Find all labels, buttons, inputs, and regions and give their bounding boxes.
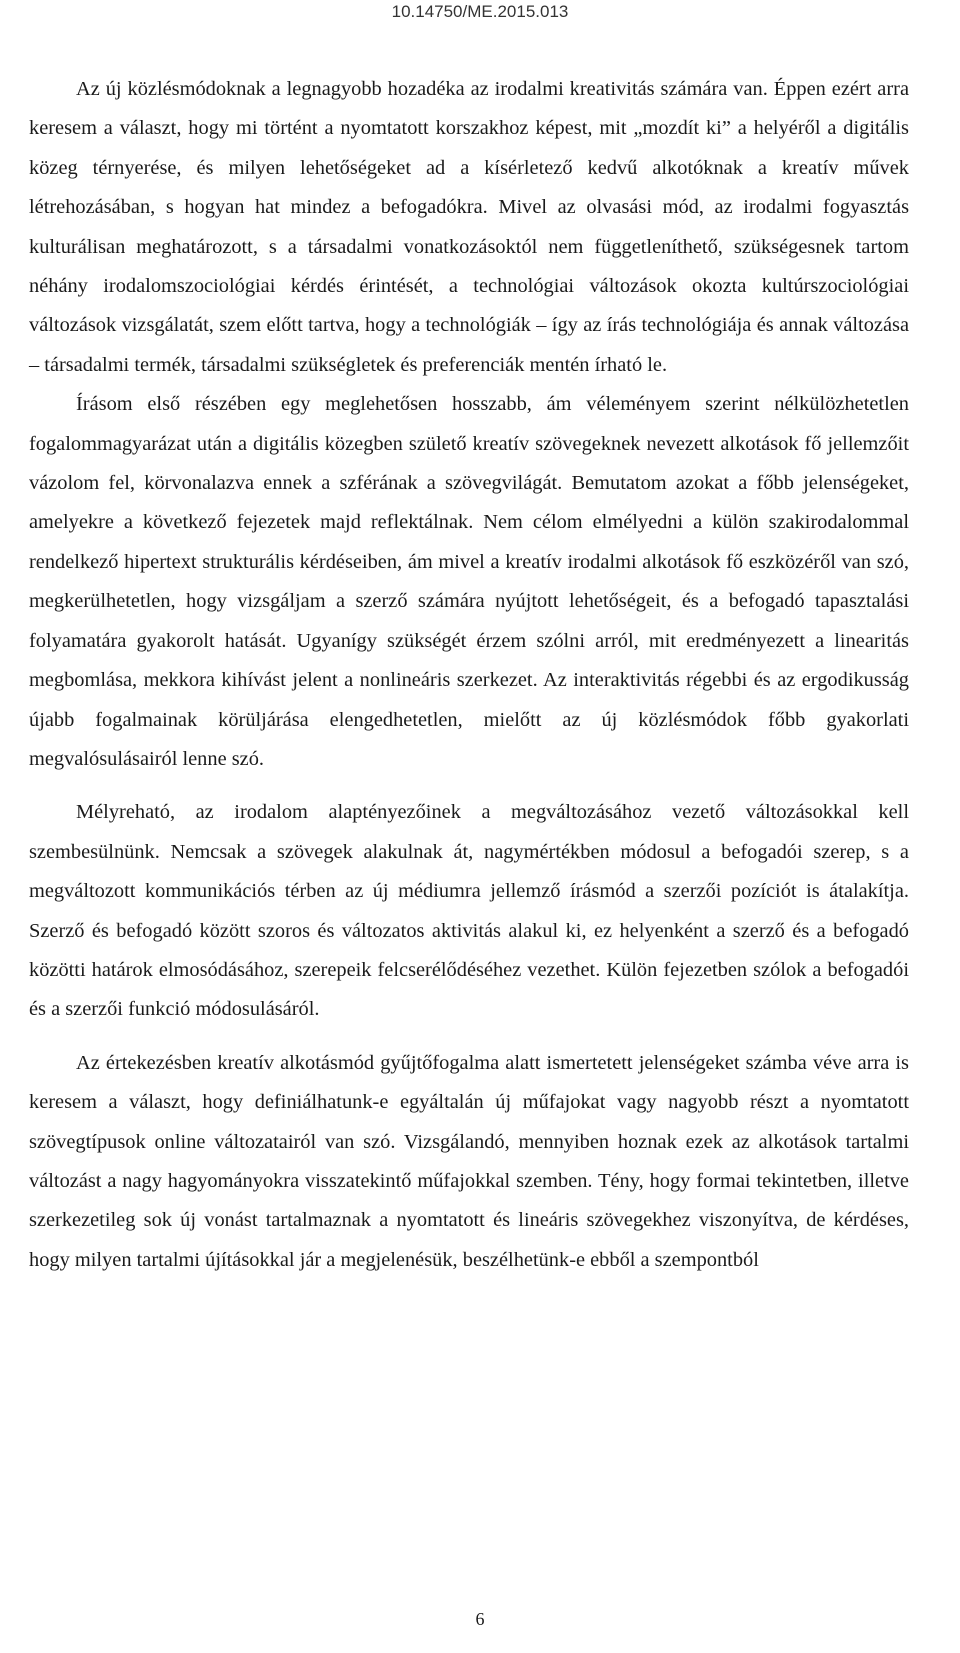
paragraph-1: Az új közlésmódoknak a legnagyobb hozadéka az irodalmi kreativitás számára van. Éppen ezért arra keresem a választ, hogy mi történt a nyomtatott korszakhoz képest, mit „mozdít ki” a helyéről a digitális közeg térnyerése, és milyen lehetőségeket ad a kísérletező kedvű alkotóknak a kreatív művek létrehozásában, s hogyan hat mindez a befogadókra. Mivel az olvasási mód, az irodalmi fogyasztás kulturálisan meghatározott, s a társadalmi vonatkozásoktól nem függetleníthető, szükségesnek tartom néhány irodalomszociológiai kérdés érintését, a technológiai változások okozta kultúrszociológiai változások vizsgálatát, szem előtt tartva, hogy a technológiák – így az írás technológiája és annak változása – társadalmi termék, társadalmi szükségletek és preferenciák mentén írható le. (29, 78, 909, 376)
doi-header: 10.14750/ME.2015.013 (391, 2, 569, 21)
page-number: 6 (475, 1609, 485, 1629)
body-text (29, 70, 909, 1280)
paragraph-3: Mélyreható, az irodalom alaptényezőinek a megváltozásához vezető változásokkal kell szembesülnünk. Nemcsak a szövegek alakulnak át, nagymértékben módosul a befogadói szerep, s a megváltozott kommunikációs térben az új médiumra jellemző írásmód a szerzői pozíciót is átalakítja. Szerző és befogadó között szoros és változatos aktivitás alakul ki, ez helyenként a szerző és a befogadó közötti határok elmosódásához, szerepeik felcserélődéséhez vezethet. Külön fejezetben szólok a befogadói és a szerzői funkció módosulásáról. (29, 801, 909, 1021)
paragraph-2: Írásom első részében egy meglehetősen hosszabb, ám véleményem szerint nélkülözhetetlen fogalommagyarázat után a digitális közegben születő kreatív szövegeknek nevezett alkotások fő jellemzőit vázolom fel, körvonalazva ennek a szférának a szövegvilágát. Bemutatom azokat a főbb jelenségeket, amelyekre a következő fejezetek majd reflektálnak. Nem célom elmélyedni a külön szakirodalommal rendelkező hipertext strukturális kérdéseiben, ám mivel a kreatív irodalmi alkotások fő eszközéről van szó, megkerülhetetlen, hogy vizsgáljam a szerző számára nyújtott lehetőségeit, és a befogadó tapasztalási folyamatára gyakorolt hatását. Ugyanígy szükségét érzem szólni arról, mit eredményezett a linearitás megbomlása, mekkora kihívást jelent a nonlineáris szerkezet. Az interaktivitás régebbi és az ergodikusság újabb fogalmainak körüljárása elengedhetetlen, mielőtt az új közlésmódok főbb gyakorlati megvalósulásairól lenne szó. (29, 393, 909, 770)
paragraph-4: Az értekezésben kreatív alkotásmód gyűjtőfogalma alatt ismertetett jelenségeket számba véve arra is keresem a választ, hogy definiálhatunk-e egyáltalán új műfajokat vagy nagyobb részt a nyomtatott szövegtípusok online változatairól van szó. Vizsgálandó, mennyiben hoznak ezek az alkotások tartalmi változást a nagy hagyományokra visszatekintő műfajokkal szemben. Tény, hogy formai tekintetben, illetve szerkezetileg sok új vonást tartalmaznak a nyomtatott és lineáris szövegekhez viszonyítva, de kérdéses, hogy milyen tartalmi újításokkal jár a megjelenésük, beszélhetünk-e ebből a szempontból (29, 1051, 909, 1271)
